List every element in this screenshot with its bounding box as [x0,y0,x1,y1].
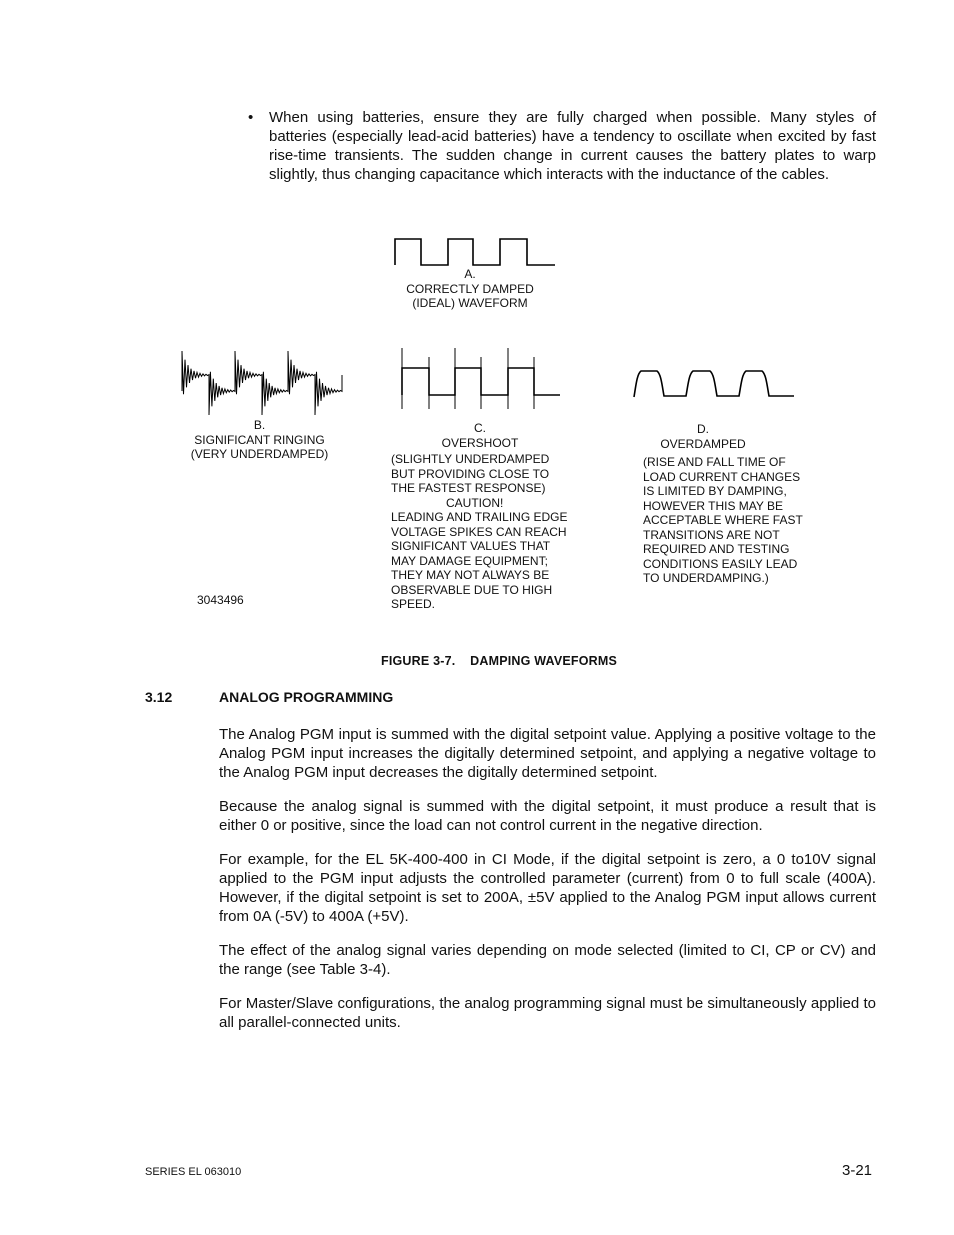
section-number: 3.12 [145,689,173,705]
waveform-d-label: D. OVERDAMPED [660,422,746,451]
footer-series: SERIES EL 063010 [145,1166,242,1178]
section-paragraph: Because the analog signal is summed with the digital setpoint, it must produce a result that is either 0 or positive, since the load can not control current in the negative direction. [219,798,876,834]
section-paragraph: For Master/Slave configurations, the analog programming signal must be simultaneously applied to all parallel-connected units. [219,995,876,1031]
waveform-b-label: B. SIGNIFICANT RINGING (VERY UNDERDAMPED) [190,418,329,461]
section-paragraph: For example, for the EL 5K-400-400 in CI Mode, if the digital setpoint is zero, a 0 to10V signal applied to the PGM input adjusts the controlled parameter (current) from 0 to full scale (400A). However, if the digital setpoint is set to 200A, ±5V applied to the Analog PGM input allows current from 0A (-5V) to 400A (+5V). [219,851,876,925]
bullet-paragraph: When using batteries, ensure they are fully charged when possible. Many styles of batteries (especially lead-acid batteries) have a tendency to oscillate when excited by fast rise-time transients. The sudden change in current causes the battery plates to warp slightly, thus changing capacitance which interacts with the inductance of the cables. [269,109,876,183]
waveform-c-warning: LEADING AND TRAILING EDGE VOLTAGE SPIKES CAN REACH SIGNIFICANT VALUES THAT MAY DAMAGE EQUIPMENT; THEY MAY NOT ALWAYS BE OBSERVABLE DUE TO HIGH SPEED. [391,510,568,611]
waveform-c-label: C. OVERSHOOT [441,421,519,450]
waveform-d-note: (RISE AND FALL TIME OF LOAD CURRENT CHANGES IS LIMITED BY DAMPING, HOWEVER THIS MAY BE ACCEPTABLE WHERE FAST TRANSITIONS ARE NOT REQUIRED AND TESTING CONDITIONS EASILY LEAD TO UNDERDAMPING.) [643,455,803,585]
waveform-c-note: (SLIGHTLY UNDERDAMPED BUT PROVIDING CLOSE TO THE FASTEST RESPONSE) [391,452,550,495]
page-number: 3-21 [842,1162,873,1179]
figure-caption: FIGURE 3-7. DAMPING WAVEFORMS [381,654,618,668]
bullet-marker: • [248,109,254,126]
waveform-c-caution: CAUTION! [446,496,504,510]
waveform-a-label: A. CORRECTLY DAMPED (IDEAL) WAVEFORM [406,267,534,310]
figure-id-number: 3043496 [197,593,244,607]
section-paragraph: The effect of the analog signal varies depending on mode selected (limited to CI, CP or CV) and the range (see Table 3-4). [219,942,876,978]
section-paragraph: The Analog PGM input is summed with the digital setpoint value. Applying a positive voltage to the Analog PGM input increases the digitally determined setpoint, and applying a negative voltage to the Analog PGM input decreases the digitally determined setpoint. [219,726,876,781]
section-title: ANALOG PROGRAMMING [219,689,394,705]
